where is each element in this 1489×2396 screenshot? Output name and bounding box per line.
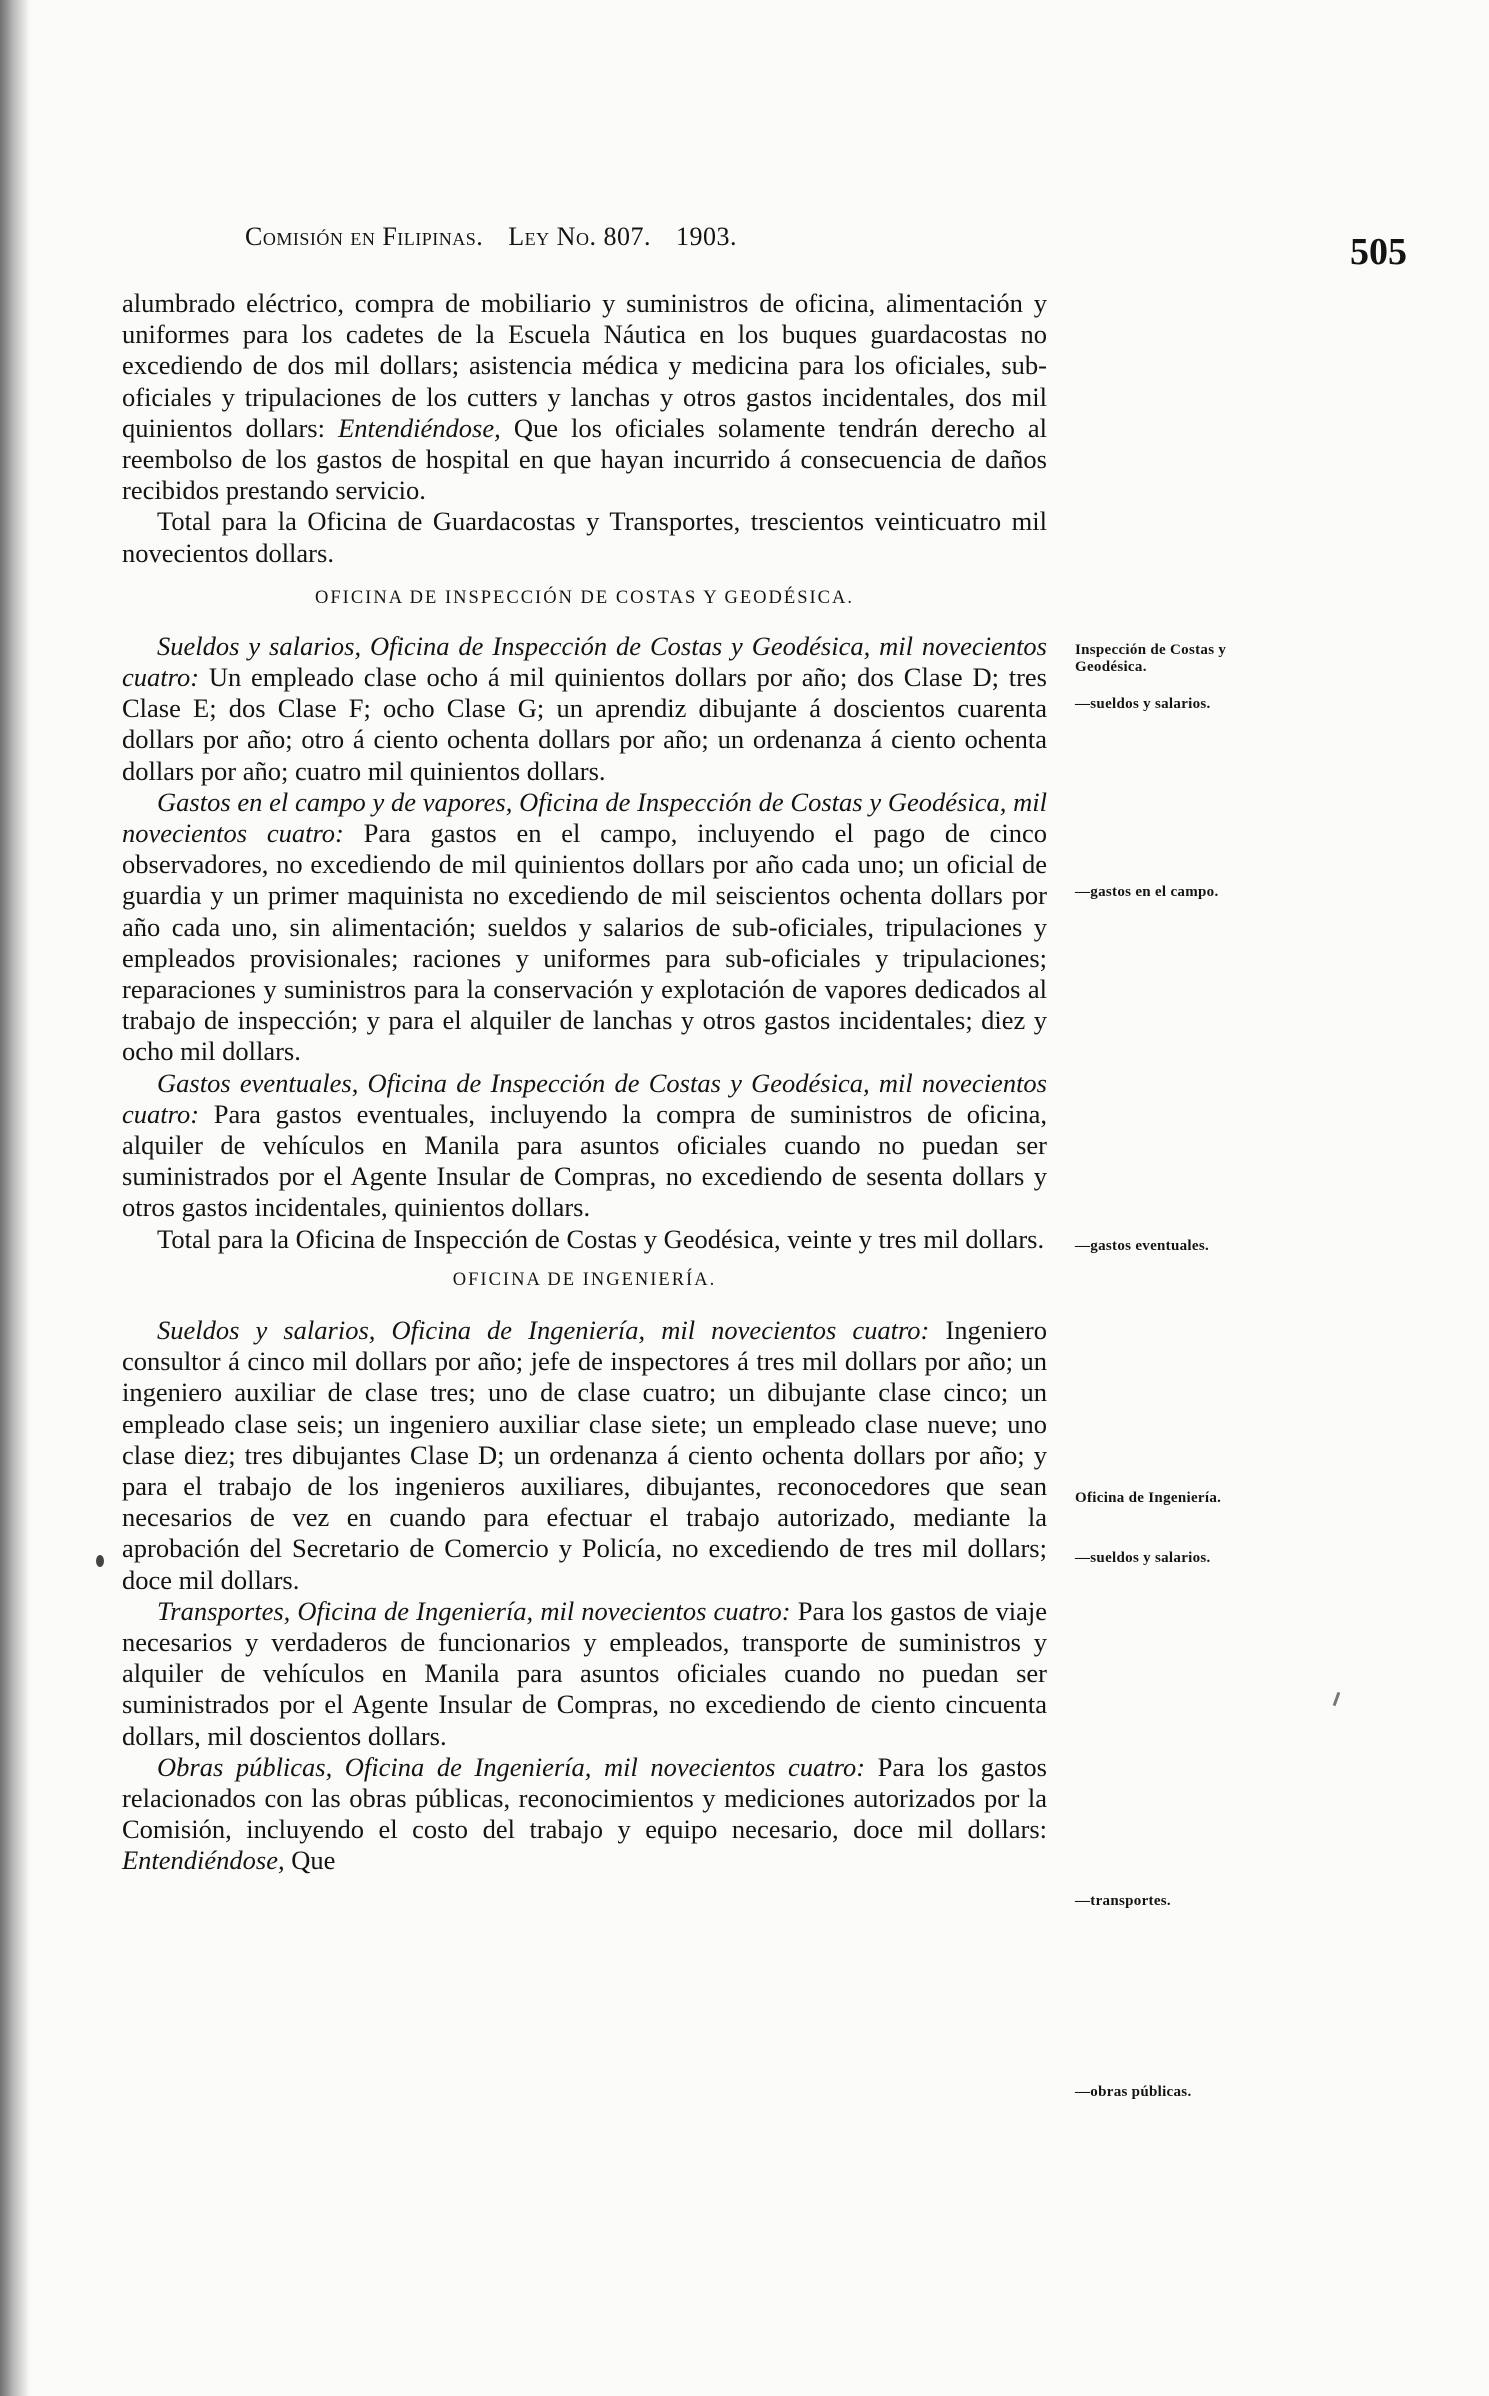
page-number: 505 <box>1350 231 1407 273</box>
paragraph-gastos-campo: Gastos en el campo y de vapores, Oficina de Inspección de Costas y Geodésica, mil novecientos cuatro: Para gastos en el campo, incluyendo el pago de cinco observadores, no excediendo de mil quinientos dollars por año cada uno; un oficial de guardia y un primer maquinista no excediendo de mil seiscientos ochenta dollars por año cada uno, sin alimentación; sueldos y salarios de sub-oficiales, tripulaciones y empleados provisionales; raciones y uniformes para sub-oficiales y tripulaciones; reparaciones y suministros para la conservación y explotación de vapores dedicados al trabajo de inspección; y para el alquiler de lanchas y otros gastos incidentales; diez y ocho mil dollars. <box>122 786 1047 1067</box>
margin-note-sueldos-ingenieria: —sueldos y salarios. <box>1075 1550 1211 1566</box>
margin-note-sueldos-costas: —sueldos y salarios. <box>1075 696 1211 712</box>
header-law: Ley No. 807. <box>508 222 651 251</box>
margin-note-transportes: —transportes. <box>1075 1893 1171 1909</box>
header-year: 1903. <box>675 222 737 251</box>
margin-note-gastos-campo: —gastos en el campo. <box>1075 884 1219 900</box>
paragraph-obras-publicas: Obras públicas, Oficina de Ingeniería, mil novecientos cuatro: Para los gastos relacionados con las obras públicas, reconocimientos y mediciones autorizados por la Comisión, incluyendo el costo del trabajo y equipo necesario, doce mil dollars: Entendiéndose, Que <box>122 1751 1047 1876</box>
body-text <box>122 288 1047 1877</box>
section-heading-ingenieria: OFICINA DE INGENIERÍA. <box>452 1269 717 1290</box>
paragraph-sueldos-costas: Sueldos y salarios, Oficina de Inspección de Costas y Geodésica, mil novecientos cuatro: Un empleado clase ocho á mil quinientos dollars por año; dos Clase D; tres Clase E; dos Clase F; ocho Clase G; un aprendiz dibujante á doscientos cuarenta dollars por año; otro á ciento ochenta dollars por año; un ordenanza á ciento ochenta dollars por año; cuatro mil quinientos dollars. <box>122 630 1047 786</box>
running-header <box>245 222 1055 252</box>
margin-note-costas: Inspección de Costas y Geodésica. <box>1075 642 1227 675</box>
paragraph-total-guardacostas: Total para la Oficina de Guardacostas y Transportes, trescientos veinticuatro mil novecientos dollars. <box>122 506 1047 568</box>
ink-mark <box>96 1555 104 1567</box>
page-edge-shadow <box>0 0 30 2396</box>
paragraph-transportes: Transportes, Oficina de Ingeniería, mil novecientos cuatro: Para los gastos de viaje necesarios y verdaderos de funcionarios y empleados, transporte de suministros y alquiler de vehículos en Manila para asuntos oficiales cuando no puedan ser suministrados por el Agente Insular de Compras, no excediendo de ciento cincuenta dollars, mil doscientos dollars. <box>122 1595 1048 1751</box>
margin-note-ingenieria: Oficina de Ingeniería. <box>1075 1490 1222 1506</box>
paragraph-sueldos-ingenieria: Sueldos y salarios, Oficina de Ingeniería, mil novecientos cuatro: Ingeniero consultor á cinco mil dollars por año; jefe de inspectores á tres mil dollars por año; un ingeniero auxiliar de clase tres; uno de clase cuatro; un dibujante clase cinco; un empleado clase seis; un ingeniero auxiliar clase siete; un empleado clase nueve; uno clase diez; tres dibujantes Clase D; un ordenanza á ciento ochenta dollars por año; y para el trabajo de los ingenieros auxiliares, dibujantes, reconocedores que sean necesarios de vez en cuando para efectuar el trabajo autorizado, mediante la aprobación del Secretario de Comercio y Policía, no excediendo de tres mil dollars; doce mil dollars. <box>122 1314 1048 1595</box>
paragraph-total-costas: Total para la Oficina de Inspección de Costas y Geodésica, veinte y tres mil dollars. <box>157 1223 1045 1254</box>
paragraph-gastos-eventuales: Gastos eventuales, Oficina de Inspección de Costas y Geodésica, mil novecientos cuatro: Para gastos eventuales, incluyendo la compra de suministros de oficina, alquiler de vehículos en Manila para asuntos oficiales cuando no puedan ser suministrados por el Agente Insular de Compras, no excediendo de sesenta dollars y otros gastos incidentales, quinientos dollars. <box>122 1067 1048 1223</box>
margin-note-obras-publicas: —obras públicas. <box>1075 2084 1192 2100</box>
section-heading-costas: OFICINA DE INSPECCIÓN DE COSTAS Y GEODÉSICA. <box>315 587 854 608</box>
paragraph-continuation: alumbrado eléctrico, compra de mobiliario y suministros de oficina, alimentación y uniformes para los cadetes de la Escuela Náutica en los buques guardacostas no excediendo de dos mil dollars; asistencia médica y medicina para los oficiales, sub-oficiales y tripulaciones de los cutters y lanchas y otros gastos incidentales, dos mil quinientos dollars: Entendiéndose, Que los oficiales solamente tendrán derecho al reembolso de los gastos de hospital en que hayan incurrido á consecuencia de daños recibidos prestando servicio. <box>122 288 1048 506</box>
header-commission: Comisión en Filipinas. <box>245 222 484 251</box>
margin-note-gastos-eventuales: —gastos eventuales. <box>1075 1238 1210 1254</box>
stray-mark <box>1333 1692 1341 1706</box>
